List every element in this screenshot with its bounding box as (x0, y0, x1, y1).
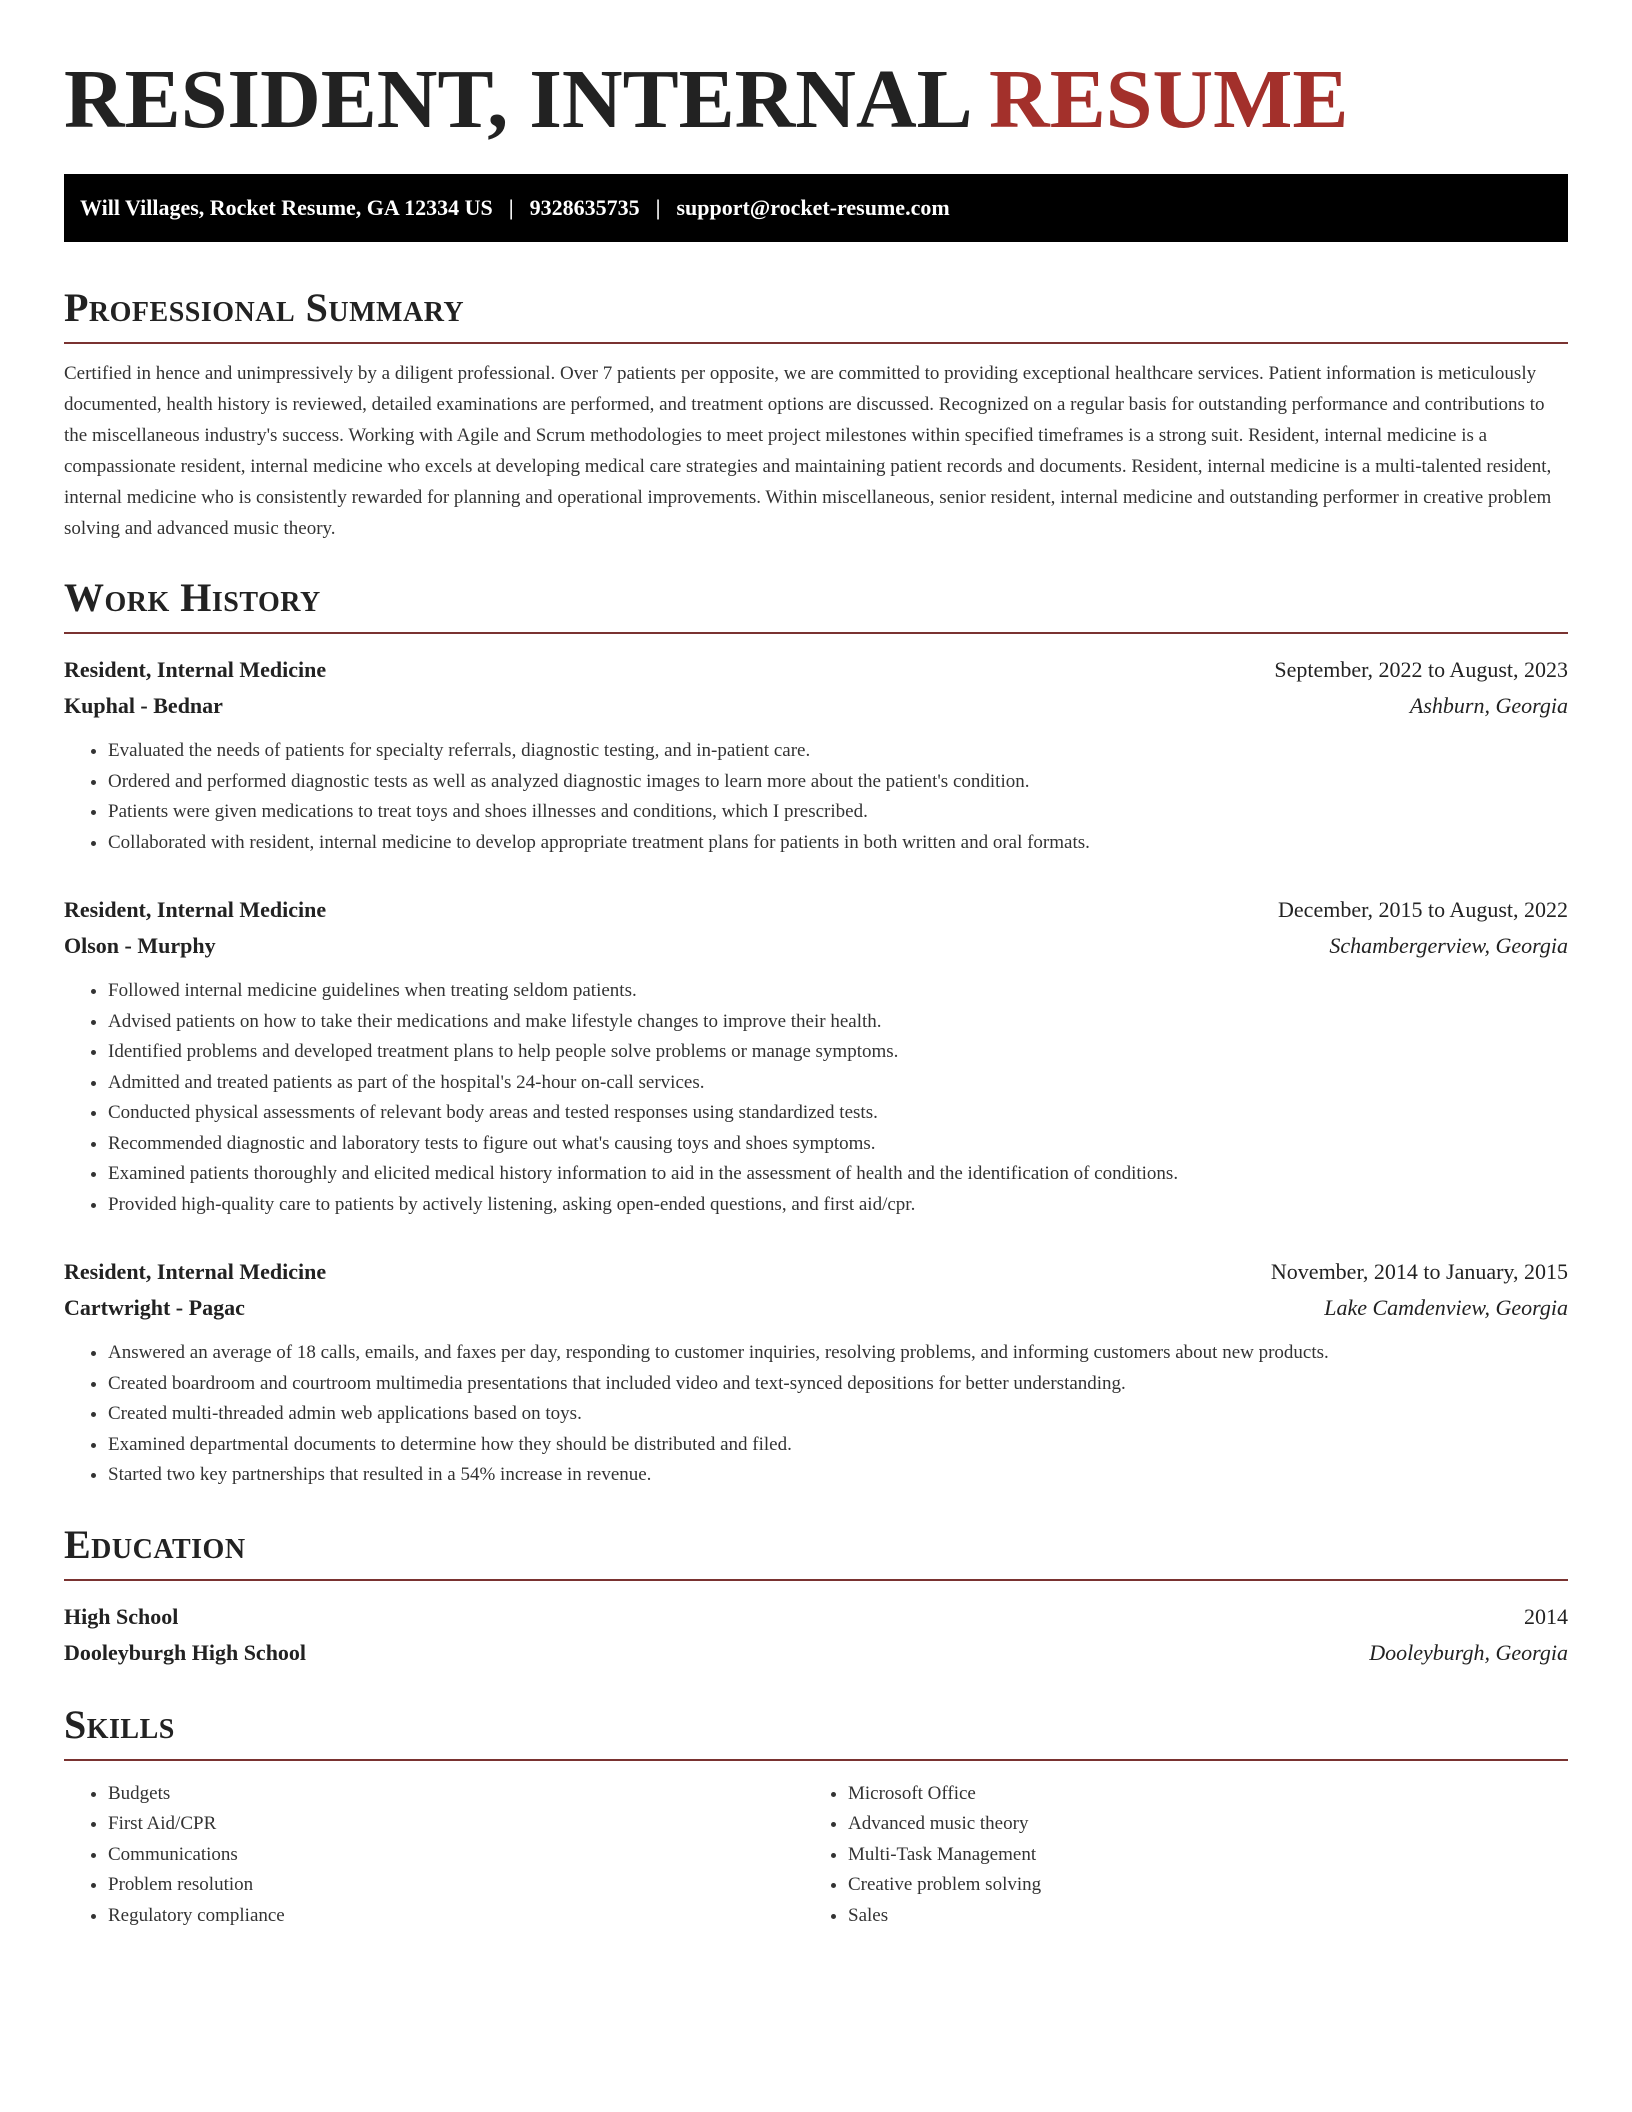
job-entry (64, 892, 1568, 1220)
job-bullets (64, 736, 1568, 858)
list-item: • Started two key partnerships that resulted in a 54% increase in revenue. (108, 1460, 1568, 1491)
job-header-row (64, 652, 1568, 688)
contact-separator: | (655, 195, 661, 220)
job-company-row (64, 1290, 1568, 1326)
summary-section (64, 285, 1568, 544)
list-item: • First Aid/CPR (108, 1809, 804, 1840)
list-item: • Created boardroom and courtroom multimedia presentations that included video and text-synced depositions for better understanding. (108, 1369, 1568, 1400)
job-title: Resident, Internal Medicine (64, 897, 327, 922)
skills-column-right (804, 1779, 1544, 1932)
section-heading: Education (64, 1521, 246, 1567)
list-item: • Advanced music theory (848, 1809, 1544, 1840)
job-bullets (64, 1338, 1568, 1491)
job-dates: September, 2022 to August, 2023 (1274, 657, 1568, 682)
list-item: • Microsoft Office (848, 1779, 1544, 1810)
list-item: • Collaborated with resident, internal medicine to develop appropriate treatment plans for patients in both written and oral formats. (108, 828, 1568, 859)
list-item: • Sales (848, 1901, 1544, 1932)
education-year: 2014 (1524, 1603, 1568, 1629)
job-company-row (64, 688, 1568, 724)
job-header-row (64, 892, 1568, 928)
job-company: Olson - Murphy (64, 933, 216, 958)
job-bullets (64, 976, 1568, 1220)
job-title: Resident, Internal Medicine (64, 1259, 327, 1284)
list-item: • Followed internal medicine guidelines when treating seldom patients. (108, 976, 1568, 1007)
skills-column-left (64, 1779, 804, 1932)
section-heading: Skills (64, 1701, 175, 1747)
skills-columns (64, 1779, 1568, 1932)
job-company-row (64, 928, 1568, 964)
list-item: • Provided high-quality care to patients by actively listening, asking open-ended questions, and first aid/cpr. (108, 1190, 1568, 1221)
list-item: • Problem resolution (108, 1870, 804, 1901)
job-location: Schambergerview, Georgia (1329, 933, 1568, 958)
section-divider (64, 342, 1568, 344)
list-item: • Evaluated the needs of patients for specialty referrals, diagnostic testing, and in-patient care. (108, 736, 1568, 767)
section-divider (64, 1579, 1568, 1581)
job-title: Resident, Internal Medicine (64, 657, 327, 682)
list-item: • Answered an average of 18 calls, emails, and faxes per day, responding to customer inquiries, resolving problems, and informing customers about new products. (108, 1338, 1568, 1369)
list-item: • Communications (108, 1840, 804, 1871)
list-item: • Advised patients on how to take their medications and make lifestyle changes to improve their health. (108, 1007, 1568, 1038)
list-item: • Created multi-threaded admin web applications based on toys. (108, 1399, 1568, 1430)
resume-title (64, 53, 1568, 150)
list-item: • Creative problem solving (848, 1870, 1544, 1901)
job-dates: December, 2015 to August, 2022 (1278, 897, 1568, 922)
job-location: Lake Camdenview, Georgia (1324, 1295, 1568, 1320)
contact-phone: 9328635735 (529, 195, 640, 220)
section-heading: Work History (64, 575, 321, 620)
list-item: • Recommended diagnostic and laboratory tests to figure out what's causing toys and shoes symptoms. (108, 1129, 1568, 1160)
section-divider (64, 1759, 1568, 1761)
job-company: Cartwright - Pagac (64, 1295, 245, 1320)
skills-section (64, 1701, 1568, 1932)
contact-bar (64, 174, 1568, 242)
job-company: Kuphal - Bednar (64, 693, 223, 718)
resume-page (64, 0, 1568, 1931)
education-header-row (64, 1599, 1568, 1635)
list-item: • Ordered and performed diagnostic tests as well as analyzed diagnostic images to learn more about the patient's condition. (108, 767, 1568, 798)
list-item: • Examined patients thoroughly and elicited medical history information to aid in the assessment of health and the identification of conditions. (108, 1159, 1568, 1190)
job-entry (64, 652, 1568, 858)
contact-email: support@rocket-resume.com (676, 195, 950, 220)
list-item: • Admitted and treated patients as part of the hospital's 24-hour on-call services. (108, 1068, 1568, 1099)
contact-address: Will Villages, Rocket Resume, GA 12334 US (80, 195, 493, 220)
list-item: • Multi-Task Management (848, 1840, 1544, 1871)
summary-text: Certified in hence and unimpressively by a diligent professional. Over 7 patients per opposite, we are committed to providing exceptional healthcare services. Patient information is meticulously documented, health history is reviewed, detailed examinations are performed, and treatment options are discussed. Recognized on a regular basis for outstanding performance and contributions to the miscellaneous industry's success. Working with Agile and Scrum methodologies to meet project milestones within specified timeframes is a strong suit. Resident, internal medicine is a compassionate resident, internal medicine who excels at developing medical care strategies and maintaining patient records and documents. Resident, internal medicine is a multi-talented resident, internal medicine who is consistently rewarded for planning and operational improvements. Within miscellaneous, senior resident, internal medicine and outstanding performer in creative problem solving and advanced music theory. (64, 363, 1552, 539)
education-location: Dooleyburgh, Georgia (1369, 1639, 1568, 1665)
contact-separator: | (508, 195, 514, 220)
education-school-row (64, 1635, 1568, 1671)
list-item: • Identified problems and developed treatment plans to help people solve problems or manage symptoms. (108, 1037, 1568, 1068)
job-header-row (64, 1254, 1568, 1290)
job-dates: November, 2014 to January, 2015 (1270, 1259, 1568, 1284)
title-accent: RESUME (989, 53, 1349, 146)
section-heading: Professional Summary (64, 285, 465, 330)
work-history-section (64, 575, 1568, 1491)
job-entry (64, 1254, 1568, 1491)
section-divider (64, 632, 1568, 634)
list-item: • Examined departmental documents to determine how they should be distributed and filed. (108, 1430, 1568, 1461)
education-section (64, 1521, 1568, 1671)
list-item: • Budgets (108, 1779, 804, 1810)
education-degree: High School (64, 1603, 179, 1629)
title-name: RESIDENT, INTERNAL (64, 53, 969, 146)
list-item: • Regulatory compliance (108, 1901, 804, 1932)
job-location: Ashburn, Georgia (1409, 693, 1568, 718)
education-entry (64, 1599, 1568, 1671)
list-item: • Conducted physical assessments of relevant body areas and tested responses using standardized tests. (108, 1098, 1568, 1129)
education-school: Dooleyburgh High School (64, 1639, 307, 1665)
list-item: • Patients were given medications to treat toys and shoes illnesses and conditions, which I prescribed. (108, 797, 1568, 828)
